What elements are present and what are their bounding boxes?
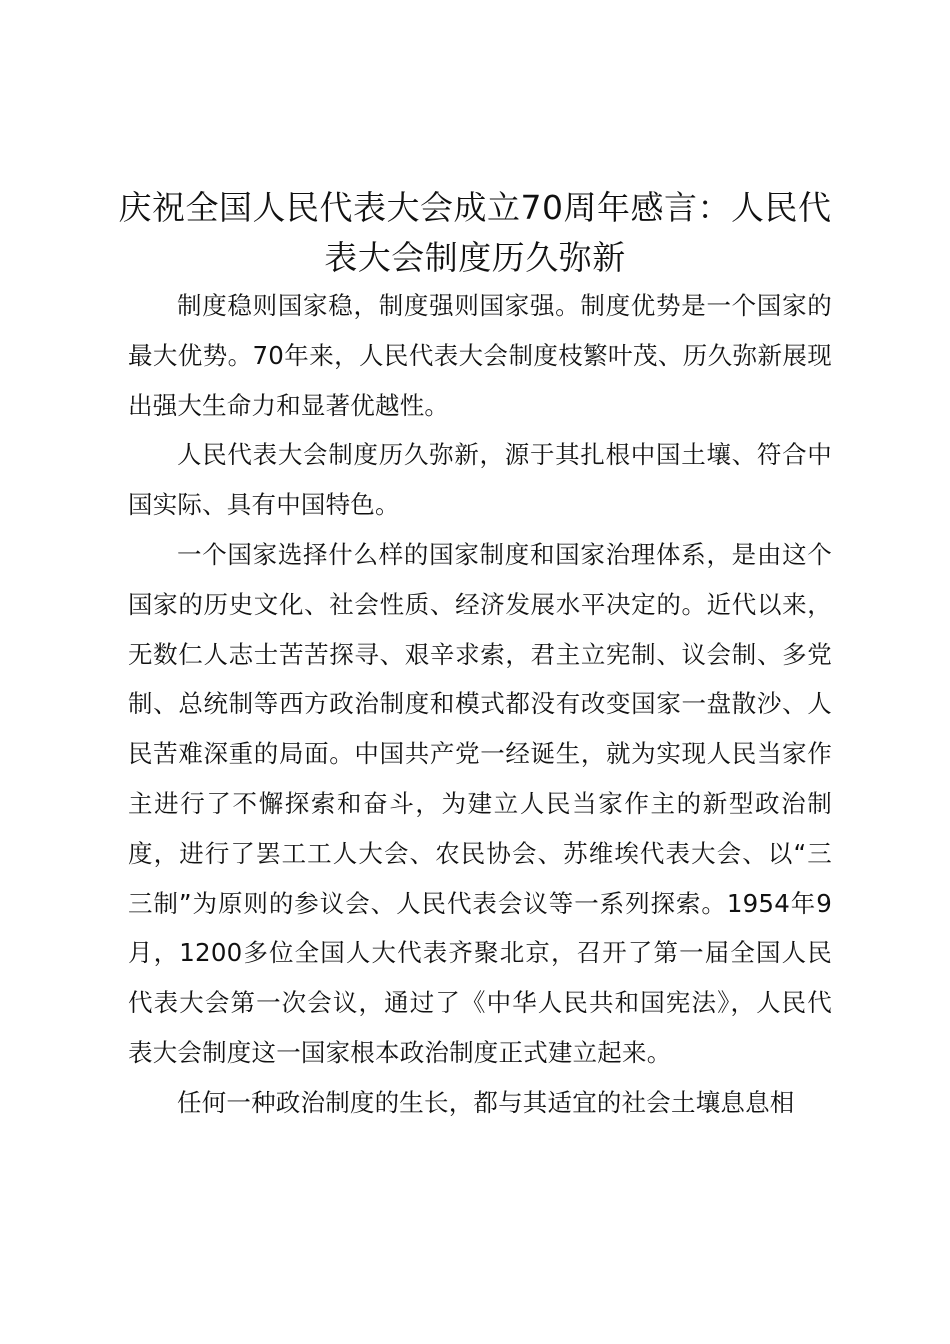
paragraph-1: 制度稳则国家稳，制度强则国家强。制度优势是一个国家的最大优势。70年来，人民代表大会制度枝繁叶茂、历久弥新展现出强大生命力和显著优越性。	[128, 291, 832, 420]
paragraph-4: 任何一种政治制度的生长，都与其适宜的社会土壤息息相	[177, 1087, 795, 1117]
document-title: 庆祝全国人民代表大会成立70周年感言：人民代表大会制度历久弥新	[118, 188, 832, 277]
paragraph-2: 人民代表大会制度历久弥新，源于其扎根中国土壤、符合中国实际、具有中国特色。	[128, 440, 832, 520]
paragraph-3: 一个国家选择什么样的国家制度和国家治理体系，是由这个国家的历史文化、社会性质、经济发展水平决定的。近代以来，无数仁人志士苦苦探寻、艰辛求索，君主立宪制、议会制、多党制、总统制等西方政治制度和模式都没有改变国家一盘散沙、人民苦难深重的局面。中国共产党一经诞生，就为实现人民当家作主进行了不懈探索和奋斗，为建立人民当家作主的新型政治制度，进行了罢工工人大会、农民协会、苏维埃代表大会、以“三三制”为原则的参议会、人民代表会议等一系列探索。1954年9月，1200多位全国人大代表齐聚北京，召开了第一届全国人民代表大会第一次会议，通过了《中华人民共和国宪法》，人民代表大会制度这一国家根本政治制度正式建立起来。	[128, 539, 832, 1067]
document-body	[128, 281, 832, 1128]
